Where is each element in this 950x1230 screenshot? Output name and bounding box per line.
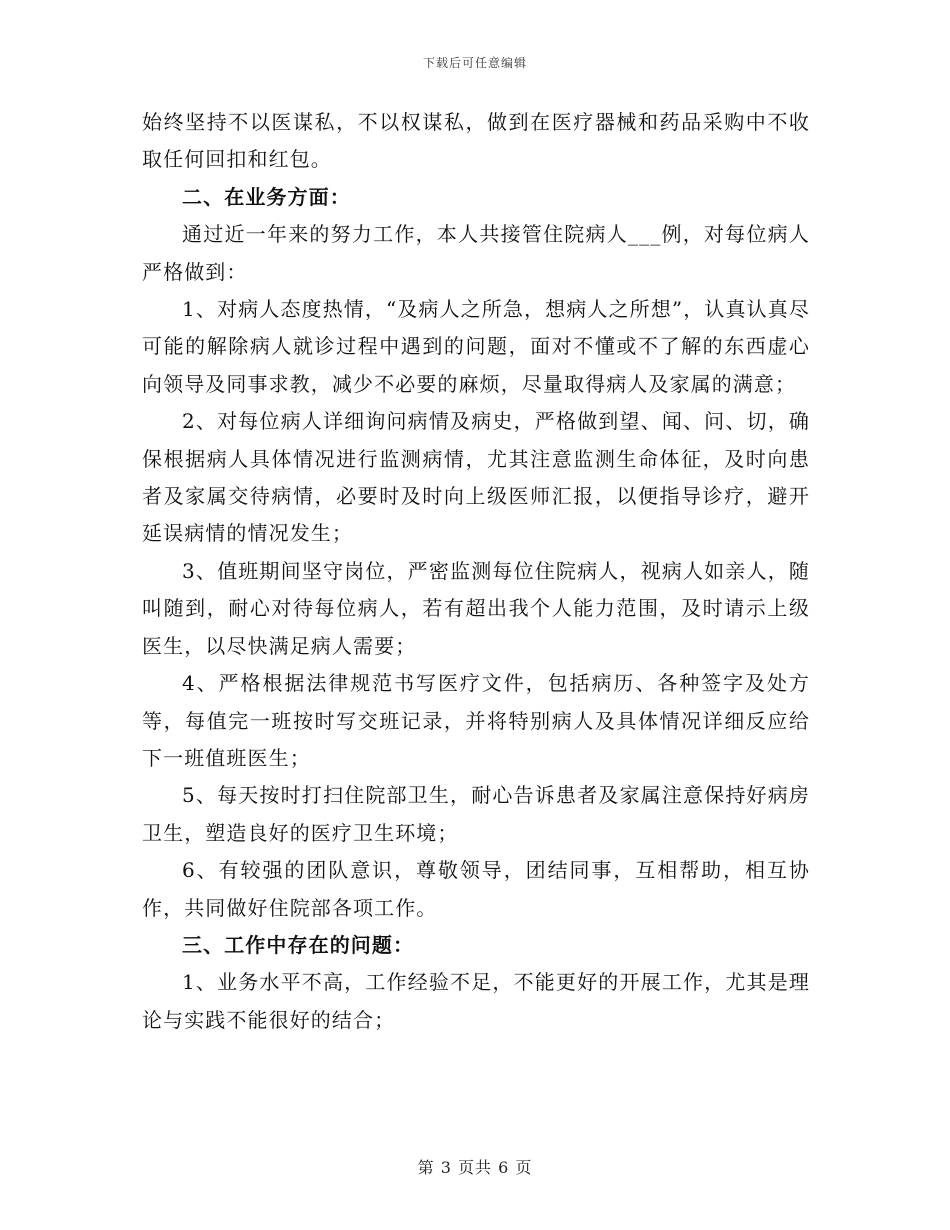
list-item-6: 6、有较强的团队意识，尊敬领导，团结同事，互相帮助，相互协作，共同做好住院部各项工作。 [142,858,810,920]
paragraph-continued: 始终坚持不以医谋私，不以权谋私，做到在医疗器械和药品采购中不收取任何回扣和红包。 [142,110,810,172]
section-heading-problems: 三、工作中存在的问题： [182,932,415,957]
list-item-1: 1、对病人态度热情，“及病人之所急，想病人之所想”，认真认真尽可能的解除病人就诊过程中遇到的问题，面对不懂或不了解的东西虚心向领导及同事求教，减少不必要的麻烦，尽量取得病人及家属的满意； [142,297,810,396]
page-number-footer: 第 3 页共 6 页 [417,1158,533,1177]
problem-item-1: 1、业务水平不高，工作经验不足，不能更好的开展工作，尤其是理论与实践不能很好的结合； [142,970,810,1032]
paragraph-intro: 通过近一年来的努力工作，本人共接管住院病人___例，对每位病人严格做到： [142,222,810,284]
section-heading-business: 二、在业务方面： [182,184,351,209]
list-item-2: 2、对每位病人详细询问病情及病史，严格做到望、闻、问、切，确保根据病人具体情况进行监测病情，尤其注意监测生命体征，及时向患者及家属交待病情，必要时及时向上级医师汇报，以便指导诊疗，避开延误病情的情况发生； [142,409,810,546]
list-item-3: 3、值班期间坚守岗位，严密监测每位住院病人，视病人如亲人，随叫随到，耐心对待每位病人，若有超出我个人能力范围，及时请示上级医生，以尽快满足病人需要； [142,558,810,658]
list-item-5: 5、每天按时打扫住院部卫生，耐心告诉患者及家属注意保持好病房卫生，塑造良好的医疗卫生环境； [142,783,810,845]
page-header: 下载后可任意编辑 [422,56,527,70]
list-item-4: 4、严格根据法律规范书写医疗文件，包括病历、各种签字及处方等，每值完一班按时写交班记录，并将特别病人及具体情况详细反应给下一班值班医生； [142,671,810,770]
document-body [142,104,810,1039]
